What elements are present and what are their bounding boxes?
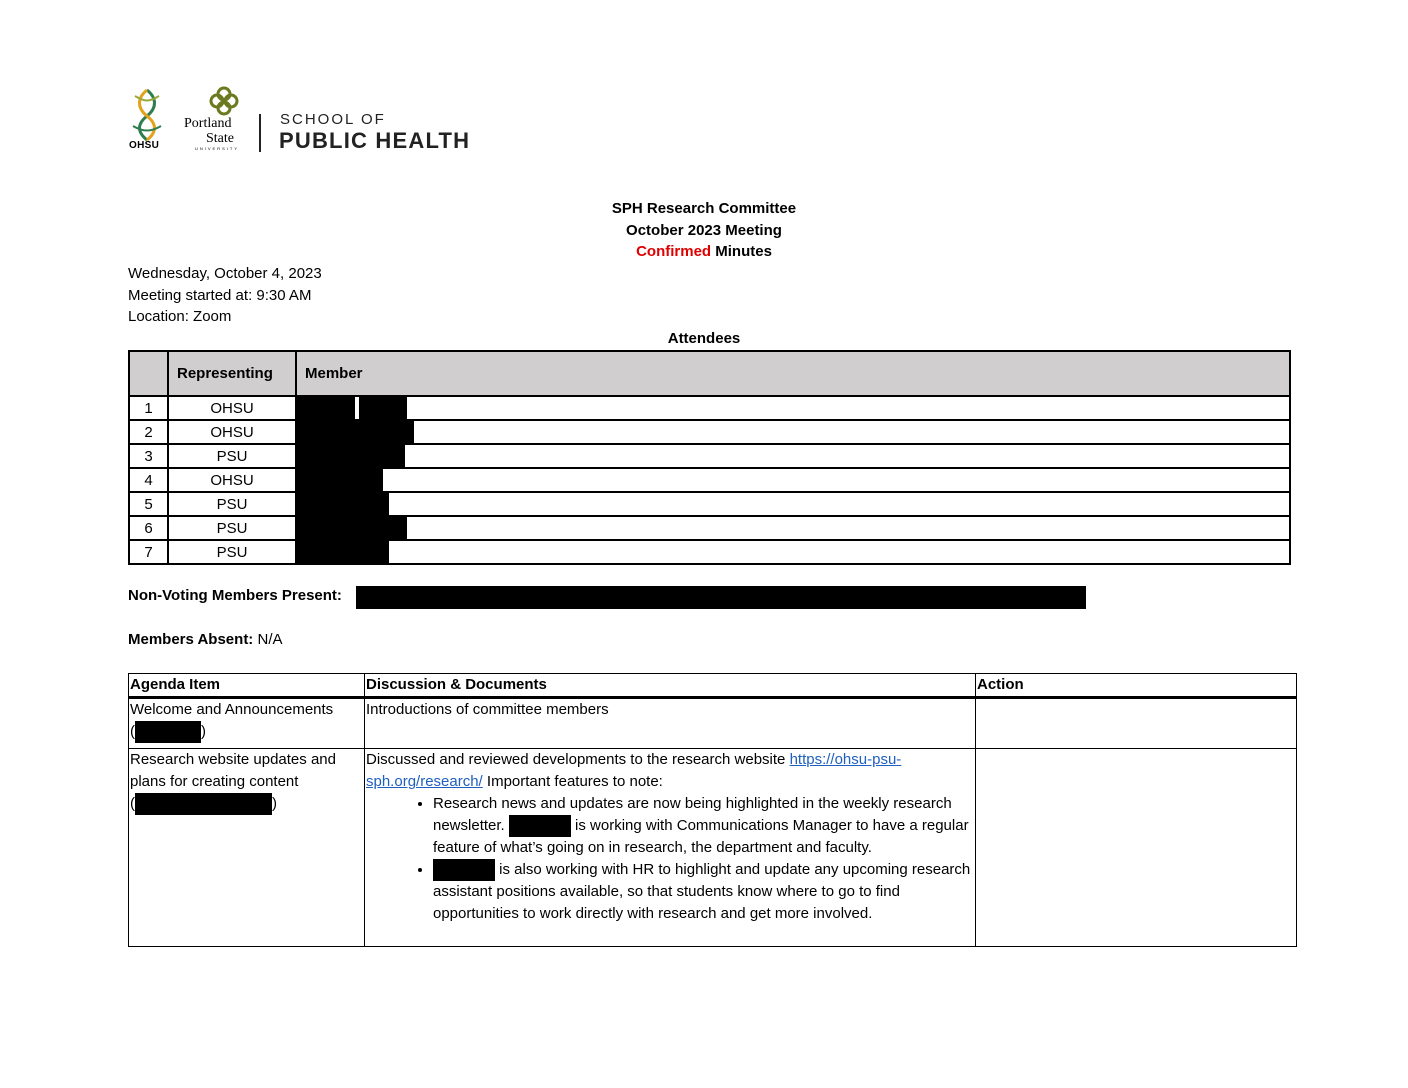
committee-title: SPH Research Committee bbox=[611, 200, 797, 217]
meeting-location: Location: Zoom bbox=[128, 308, 232, 325]
list-item bbox=[433, 793, 974, 859]
table-row bbox=[129, 698, 1297, 749]
non-voting-redacted bbox=[356, 586, 1086, 609]
discussion-intro: Discussed and reviewed developments to the research website bbox=[366, 751, 790, 768]
attendees-table bbox=[128, 350, 1291, 565]
non-voting-label: Non-Voting Members Present: bbox=[128, 587, 342, 604]
meeting-title: October 2023 Meeting bbox=[626, 222, 782, 239]
meeting-date: Wednesday, October 4, 2023 bbox=[128, 265, 322, 282]
attendees-title: Attendees bbox=[667, 330, 741, 347]
bullet-text: is working with Communications Manager to have a regular feature of what’s going on in research, the department and faculty. bbox=[433, 817, 969, 857]
row-representing: PSU bbox=[168, 444, 296, 468]
col-member-header: Member bbox=[296, 351, 1290, 396]
row-representing: OHSU bbox=[168, 468, 296, 492]
row-number: 4 bbox=[129, 468, 168, 492]
non-voting-line bbox=[128, 587, 342, 604]
action-cell bbox=[976, 698, 1297, 749]
table-row bbox=[129, 540, 1290, 564]
col-representing-header: Representing bbox=[168, 351, 296, 396]
table-row bbox=[129, 516, 1290, 540]
row-representing: PSU bbox=[168, 492, 296, 516]
discussion-cell: Introductions of committee members bbox=[365, 698, 976, 749]
member-redacted bbox=[296, 396, 1290, 420]
research-website-link[interactable]: https://ohsu-psu-sph.org/research/ bbox=[366, 751, 902, 790]
table-row bbox=[129, 420, 1290, 444]
agenda-item-cell: Research website updates and plans for creating content ( ) bbox=[129, 749, 365, 947]
name-redacted bbox=[509, 815, 571, 837]
bullet-text: is also working with HR to highlight and update any upcoming research assistant positions available, so that students know where to go to find opportunities to work directly with research and get more involved. bbox=[433, 861, 971, 923]
ohsu-logo-text: OHSU bbox=[129, 140, 160, 151]
agenda-header-row bbox=[129, 674, 1297, 698]
agenda-table bbox=[128, 673, 1297, 947]
row-number: 5 bbox=[129, 492, 168, 516]
member-redacted bbox=[296, 420, 1290, 444]
meeting-start: Meeting started at: 9:30 AM bbox=[128, 287, 312, 304]
row-number: 6 bbox=[129, 516, 168, 540]
member-redacted bbox=[296, 540, 1290, 564]
discussion-cell bbox=[365, 749, 976, 947]
discussion-bullets bbox=[366, 793, 974, 925]
absent-value: N/A bbox=[253, 631, 283, 648]
name-redacted bbox=[433, 859, 495, 881]
minutes-title bbox=[0, 243, 1408, 260]
presenter-redacted bbox=[135, 721, 201, 743]
members-absent-line bbox=[128, 631, 283, 648]
psu-name-line2: State bbox=[206, 131, 234, 146]
action-cell bbox=[976, 749, 1297, 947]
table-row bbox=[129, 749, 1297, 947]
agenda-item-text: Research website updates and plans for creating content bbox=[130, 751, 336, 790]
member-redacted bbox=[296, 492, 1290, 516]
col-agenda-item-header: Agenda Item bbox=[129, 674, 365, 698]
public-health-text: PUBLIC HEALTH bbox=[279, 128, 471, 153]
table-row bbox=[129, 396, 1290, 420]
school-logo bbox=[127, 86, 487, 158]
row-number: 2 bbox=[129, 420, 168, 444]
row-representing: PSU bbox=[168, 516, 296, 540]
agenda-item-cell: Welcome and Announcements ( ) bbox=[129, 698, 365, 749]
row-representing: PSU bbox=[168, 540, 296, 564]
psu-logo-text bbox=[184, 116, 234, 146]
agenda-item-text: Welcome and Announcements bbox=[130, 701, 334, 718]
row-number: 1 bbox=[129, 396, 168, 420]
logo-divider bbox=[259, 114, 261, 152]
discussion-intro-after: Important features to note: bbox=[482, 773, 663, 790]
row-number: 7 bbox=[129, 540, 168, 564]
psu-logo-icon bbox=[209, 86, 239, 116]
row-number: 3 bbox=[129, 444, 168, 468]
col-action-header: Action bbox=[976, 674, 1297, 698]
member-redacted bbox=[296, 516, 1290, 540]
bullet-text: Research news and updates are now being highlighted in the weekly research newsletter. bbox=[433, 795, 952, 834]
member-redacted bbox=[296, 444, 1290, 468]
psu-name-line1: Portland bbox=[184, 116, 232, 131]
psu-university-text: UNIVERSITY bbox=[195, 146, 240, 151]
table-row bbox=[129, 492, 1290, 516]
col-number-header bbox=[129, 351, 168, 396]
attendees-header-row bbox=[129, 351, 1290, 396]
member-redacted bbox=[296, 468, 1290, 492]
row-representing: OHSU bbox=[168, 420, 296, 444]
school-of-text: SCHOOL OF bbox=[280, 111, 386, 128]
minutes-label: Minutes bbox=[711, 243, 772, 260]
table-row bbox=[129, 444, 1290, 468]
col-discussion-header: Discussion & Documents bbox=[365, 674, 976, 698]
row-representing: OHSU bbox=[168, 396, 296, 420]
presenter-redacted bbox=[135, 793, 272, 815]
absent-label: Members Absent: bbox=[128, 631, 254, 648]
table-row bbox=[129, 468, 1290, 492]
confirmed-label: Confirmed bbox=[636, 243, 712, 260]
list-item bbox=[433, 859, 974, 925]
